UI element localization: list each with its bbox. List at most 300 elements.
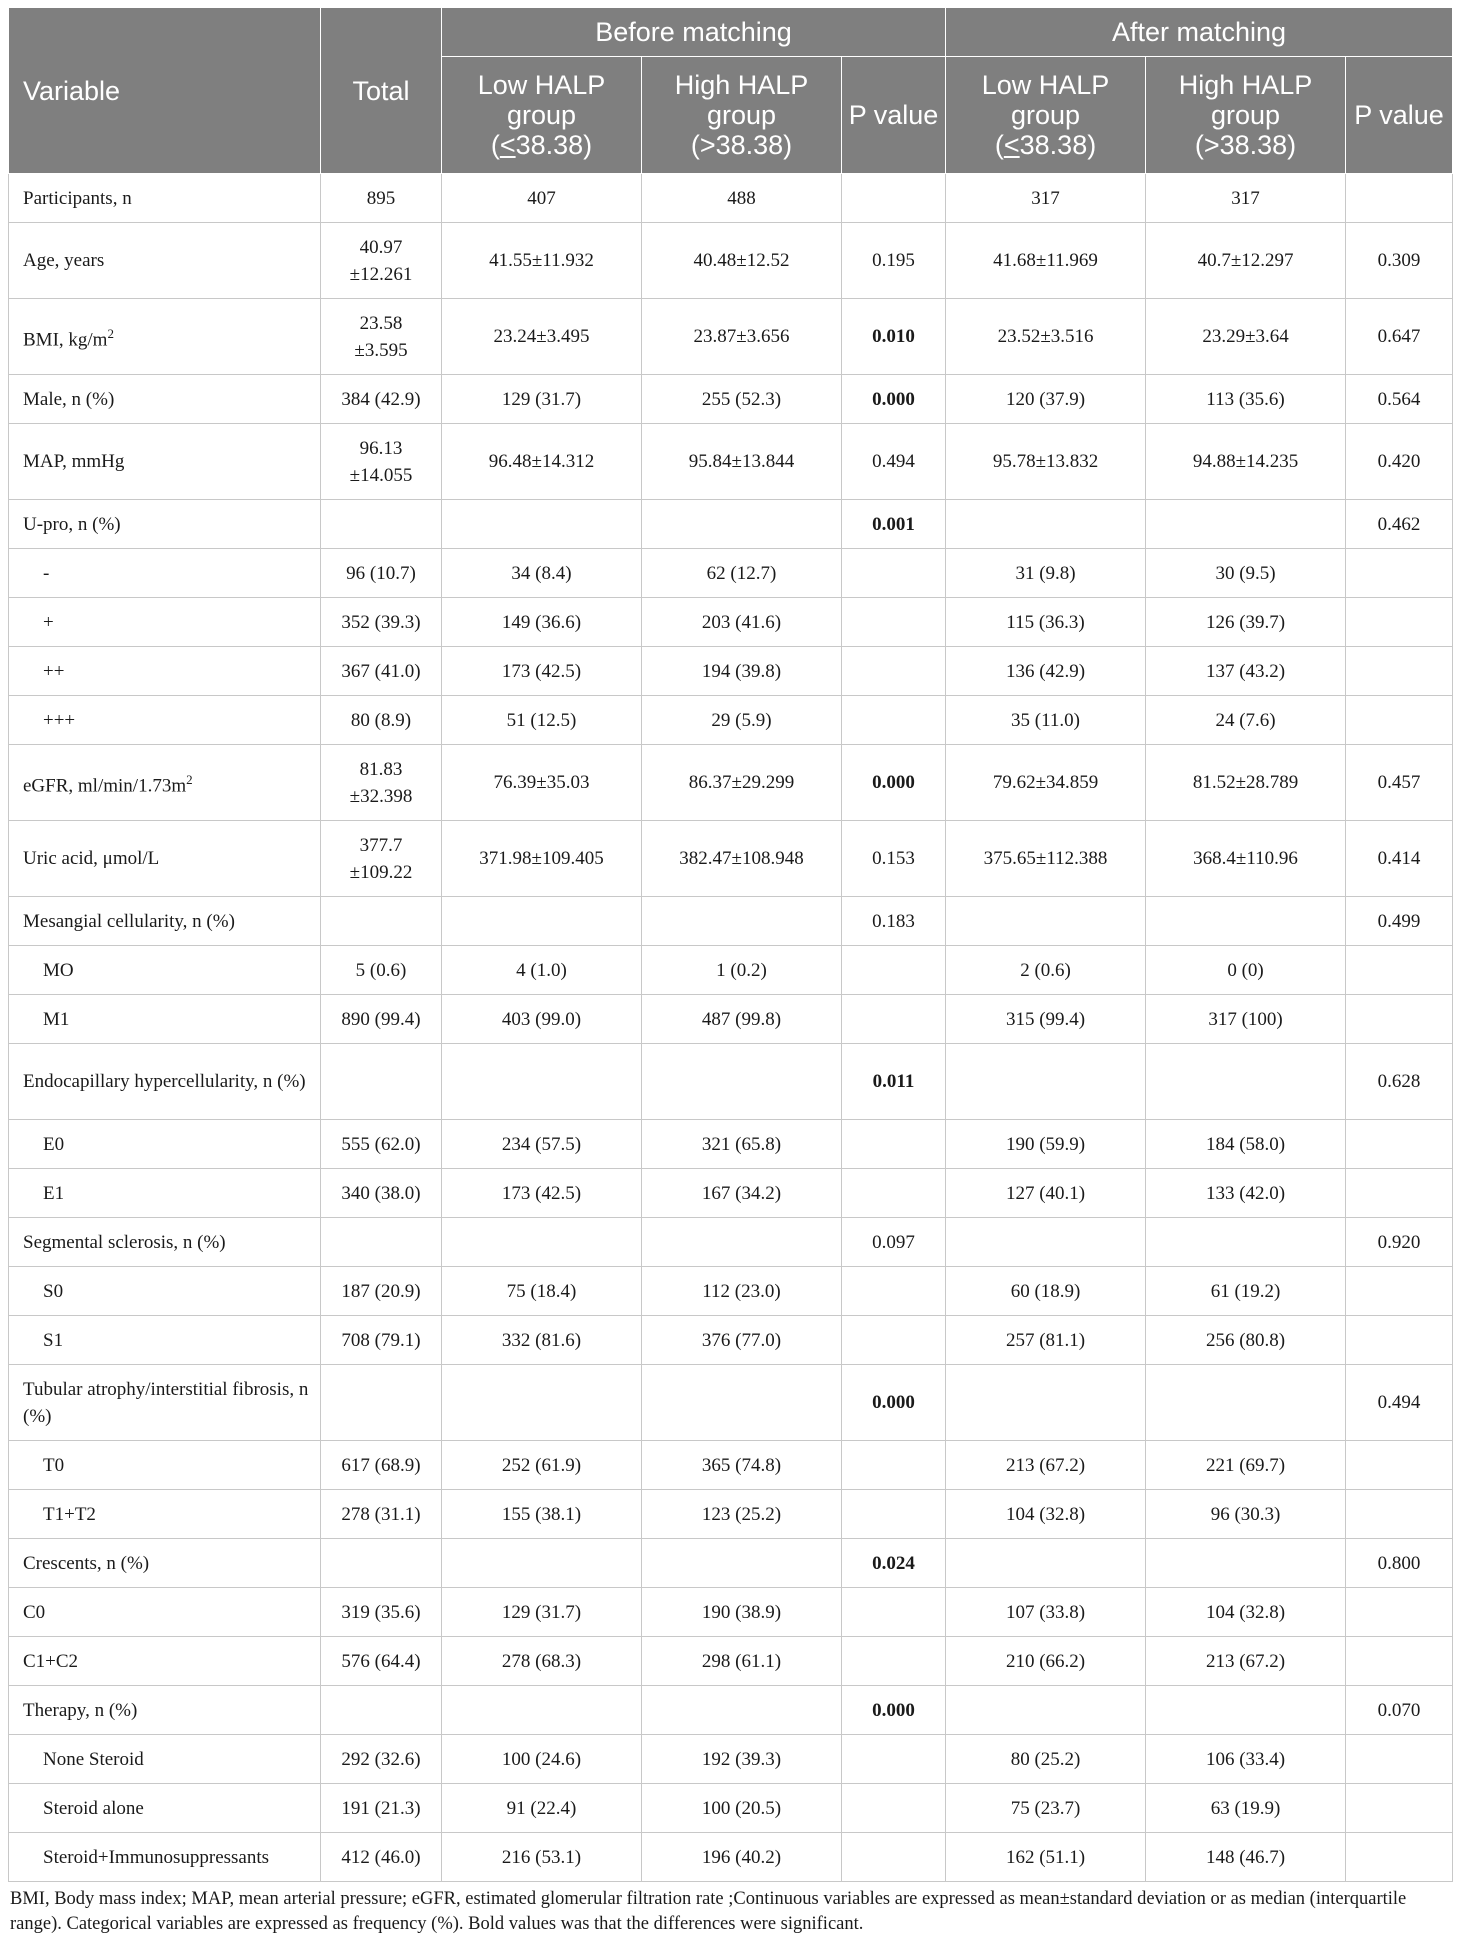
- before-low-cell: 149 (36.6): [442, 598, 642, 647]
- after-p-cell: [1346, 995, 1453, 1044]
- after-low-cell: 75 (23.7): [946, 1784, 1146, 1833]
- after-high-cell: 0 (0): [1146, 946, 1346, 995]
- variable-label-text: Male, n (%): [23, 388, 115, 410]
- before-p-cell: [842, 1441, 946, 1490]
- after-p-cell: 0.628: [1346, 1044, 1453, 1120]
- variable-label-text: Uric acid, μmol/L: [23, 848, 160, 869]
- after-high-cell: [1146, 1686, 1346, 1735]
- before-low-cell: 407: [442, 174, 642, 223]
- after-high-cell: 184 (58.0): [1146, 1120, 1346, 1169]
- after-high-cell: [1146, 897, 1346, 946]
- variable-label: [9, 424, 321, 500]
- after-low-cell: 136 (42.9): [946, 647, 1146, 696]
- after-p-cell: [1346, 1267, 1453, 1316]
- before-p-cell: 0.000: [842, 1365, 946, 1441]
- header-before-matching: Before matching: [442, 8, 946, 57]
- after-low-cell: 162 (51.1): [946, 1833, 1146, 1882]
- after-p-cell: 0.499: [1346, 897, 1453, 946]
- after-high-cell: 317 (100): [1146, 995, 1346, 1044]
- before-high-cell: 167 (34.2): [642, 1169, 842, 1218]
- after-p-cell: 0.414: [1346, 821, 1453, 897]
- low-group-open-paren: (: [490, 130, 500, 160]
- total-cell: [321, 1539, 442, 1588]
- before-low-cell: 23.24±3.495: [442, 299, 642, 375]
- after-p-cell: [1346, 1784, 1453, 1833]
- before-low-cell: 4 (1.0): [442, 946, 642, 995]
- variable-label-text: -: [43, 562, 50, 584]
- before-high-cell: [642, 1539, 842, 1588]
- after-high-cell: 94.88±14.235: [1146, 424, 1346, 500]
- after-p-cell: 0.920: [1346, 1218, 1453, 1267]
- table-header: [9, 8, 1453, 174]
- header-before-p-value: P value: [842, 57, 946, 174]
- total-cell: [321, 1686, 442, 1735]
- variable-label-superscript: 2: [186, 771, 193, 787]
- before-low-cell: 129 (31.7): [442, 375, 642, 424]
- variable-label-text: Endocapillary hypercellularity, n (%): [23, 1071, 306, 1092]
- before-low-cell: 403 (99.0): [442, 995, 642, 1044]
- low-group-lt: <: [499, 130, 516, 160]
- variable-label: [9, 174, 321, 223]
- after-high-cell: 104 (32.8): [1146, 1588, 1346, 1637]
- before-p-cell: 0.153: [842, 821, 946, 897]
- after-p-cell: [1346, 174, 1453, 223]
- before-p-cell: [842, 1588, 946, 1637]
- table-row: [9, 1539, 1453, 1588]
- after-p-cell: 0.647: [1346, 299, 1453, 375]
- header-after-p-value: P value: [1346, 57, 1453, 174]
- after-high-cell: 137 (43.2): [1146, 647, 1346, 696]
- before-high-cell: 203 (41.6): [642, 598, 842, 647]
- before-p-cell: 0.494: [842, 424, 946, 500]
- after-low-cell: 2 (0.6): [946, 946, 1146, 995]
- table-row: [9, 1267, 1453, 1316]
- before-high-cell: 1 (0.2): [642, 946, 842, 995]
- after-p-cell: 0.800: [1346, 1539, 1453, 1588]
- total-cell: 377.7 ±109.22: [321, 821, 442, 897]
- after-high-cell: 148 (46.7): [1146, 1833, 1346, 1882]
- before-p-cell: 0.011: [842, 1044, 946, 1120]
- after-high-cell: 317: [1146, 174, 1346, 223]
- after-p-cell: [1346, 696, 1453, 745]
- low-group-threshold: 38.38): [1019, 130, 1097, 160]
- before-high-cell: 376 (77.0): [642, 1316, 842, 1365]
- variable-label-text: MAP, mmHg: [23, 451, 125, 472]
- after-high-cell: [1146, 500, 1346, 549]
- low-group-threshold: 38.38): [515, 130, 593, 160]
- before-p-cell: [842, 1316, 946, 1365]
- total-cell: 5 (0.6): [321, 946, 442, 995]
- variable-label-text: E1: [43, 1182, 65, 1204]
- after-low-cell: 115 (36.3): [946, 598, 1146, 647]
- after-high-cell: [1146, 1539, 1346, 1588]
- before-low-cell: 76.39±35.03: [442, 745, 642, 821]
- after-low-cell: [946, 1044, 1146, 1120]
- after-high-cell: 96 (30.3): [1146, 1490, 1346, 1539]
- before-high-cell: 365 (74.8): [642, 1441, 842, 1490]
- variable-label: [9, 1120, 321, 1169]
- variable-label: [9, 1441, 321, 1490]
- before-p-cell: 0.183: [842, 897, 946, 946]
- table-row: [9, 1120, 1453, 1169]
- table-footnote: BMI, Body mass index; MAP, mean arterial pressure; eGFR, estimated glomerular filtration rate ;Continuous variables are expressed as mean±standard deviation or as median (interquartile range). Categorical variables are expressed as frequency (%). Bold values was that the differences were significant.: [10, 1889, 1407, 1934]
- before-low-cell: 173 (42.5): [442, 647, 642, 696]
- before-low-cell: [442, 500, 642, 549]
- after-p-cell: 0.564: [1346, 375, 1453, 424]
- variable-label: [9, 549, 321, 598]
- total-cell: 191 (21.3): [321, 1784, 442, 1833]
- before-high-cell: [642, 897, 842, 946]
- variable-label-text: None Steroid: [43, 1748, 144, 1770]
- table-row: [9, 1735, 1453, 1784]
- total-cell: 708 (79.1): [321, 1316, 442, 1365]
- table-row: [9, 1218, 1453, 1267]
- table-body: [9, 174, 1453, 1882]
- before-high-cell: 192 (39.3): [642, 1735, 842, 1784]
- before-high-cell: [642, 1365, 842, 1441]
- before-p-cell: [842, 1120, 946, 1169]
- before-low-cell: 51 (12.5): [442, 696, 642, 745]
- after-low-cell: 23.52±3.516: [946, 299, 1146, 375]
- variable-label: [9, 1686, 321, 1735]
- baseline-characteristics-table: [8, 8, 1453, 1882]
- after-low-cell: [946, 1539, 1146, 1588]
- before-low-cell: 332 (81.6): [442, 1316, 642, 1365]
- before-p-cell: [842, 1833, 946, 1882]
- before-high-cell: 123 (25.2): [642, 1490, 842, 1539]
- before-p-cell: [842, 598, 946, 647]
- header-after-high-group: [1146, 57, 1346, 174]
- variable-label-text: +++: [43, 709, 76, 731]
- after-p-cell: [1346, 946, 1453, 995]
- before-high-cell: 23.87±3.656: [642, 299, 842, 375]
- total-cell: 352 (39.3): [321, 598, 442, 647]
- after-p-cell: 0.494: [1346, 1365, 1453, 1441]
- variable-label: [9, 696, 321, 745]
- variable-label-text: Steroid alone: [43, 1797, 144, 1819]
- after-high-cell: 256 (80.8): [1146, 1316, 1346, 1365]
- header-after-matching: After matching: [946, 8, 1453, 57]
- total-cell: 292 (32.6): [321, 1735, 442, 1784]
- variable-label-text: C0: [23, 1601, 46, 1623]
- variable-label-text: Therapy, n (%): [23, 1699, 138, 1721]
- variable-label: [9, 821, 321, 897]
- table-row: [9, 174, 1453, 223]
- total-cell: 80 (8.9): [321, 696, 442, 745]
- high-group-title: High HALP group: [674, 70, 809, 130]
- variable-label: [9, 745, 321, 821]
- variable-label: [9, 1267, 321, 1316]
- after-p-cell: [1346, 1490, 1453, 1539]
- before-low-cell: 252 (61.9): [442, 1441, 642, 1490]
- total-cell: 367 (41.0): [321, 647, 442, 696]
- before-low-cell: 75 (18.4): [442, 1267, 642, 1316]
- after-high-cell: 368.4±110.96: [1146, 821, 1346, 897]
- variable-label: [9, 1784, 321, 1833]
- low-group-title: Low HALP group: [981, 70, 1110, 130]
- after-high-cell: [1146, 1044, 1346, 1120]
- after-p-cell: 0.457: [1346, 745, 1453, 821]
- variable-label-text: Steroid+Immunosuppressants: [43, 1846, 270, 1868]
- table-row: [9, 1784, 1453, 1833]
- before-high-cell: 298 (61.1): [642, 1637, 842, 1686]
- before-high-cell: 95.84±13.844: [642, 424, 842, 500]
- before-low-cell: 173 (42.5): [442, 1169, 642, 1218]
- high-group-threshold: (>38.38): [690, 130, 793, 160]
- before-low-cell: [442, 1539, 642, 1588]
- variable-label-superscript: 2: [107, 325, 114, 341]
- low-group-title: Low HALP group: [477, 70, 606, 130]
- table-row: [9, 995, 1453, 1044]
- after-p-cell: [1346, 1169, 1453, 1218]
- header-after-low-group: [946, 57, 1146, 174]
- table-row: [9, 500, 1453, 549]
- after-low-cell: 31 (9.8): [946, 549, 1146, 598]
- table-row: [9, 1686, 1453, 1735]
- variable-label: [9, 598, 321, 647]
- variable-label: [9, 375, 321, 424]
- table-row: [9, 299, 1453, 375]
- after-low-cell: 213 (67.2): [946, 1441, 1146, 1490]
- after-low-cell: 41.68±11.969: [946, 223, 1146, 299]
- variable-label: [9, 1044, 321, 1120]
- table-row: [9, 1316, 1453, 1365]
- after-low-cell: 375.65±112.388: [946, 821, 1146, 897]
- variable-label: [9, 1735, 321, 1784]
- before-high-cell: 488: [642, 174, 842, 223]
- variable-label-text: Segmental sclerosis, n (%): [23, 1231, 226, 1253]
- after-p-cell: 0.462: [1346, 500, 1453, 549]
- before-low-cell: 41.55±11.932: [442, 223, 642, 299]
- after-p-cell: [1346, 549, 1453, 598]
- after-low-cell: 257 (81.1): [946, 1316, 1146, 1365]
- variable-label: [9, 995, 321, 1044]
- variable-label: [9, 1833, 321, 1882]
- after-high-cell: 113 (35.6): [1146, 375, 1346, 424]
- table-row: [9, 424, 1453, 500]
- total-cell: [321, 1218, 442, 1267]
- before-low-cell: [442, 1044, 642, 1120]
- after-low-cell: 80 (25.2): [946, 1735, 1146, 1784]
- after-high-cell: [1146, 1218, 1346, 1267]
- table-row: [9, 1833, 1453, 1882]
- before-high-cell: 40.48±12.52: [642, 223, 842, 299]
- variable-label-text: +: [43, 611, 54, 633]
- table-row: [9, 696, 1453, 745]
- variable-label: [9, 1637, 321, 1686]
- after-p-cell: [1346, 1120, 1453, 1169]
- total-cell: 40.97 ±12.261: [321, 223, 442, 299]
- after-low-cell: 315 (99.4): [946, 995, 1146, 1044]
- after-p-cell: [1346, 1637, 1453, 1686]
- total-cell: [321, 500, 442, 549]
- variable-label: [9, 897, 321, 946]
- variable-label: [9, 946, 321, 995]
- before-high-cell: [642, 500, 842, 549]
- before-low-cell: 91 (22.4): [442, 1784, 642, 1833]
- variable-label: [9, 1316, 321, 1365]
- variable-label: [9, 1218, 321, 1267]
- before-p-cell: [842, 946, 946, 995]
- variable-label: [9, 1588, 321, 1637]
- header-total: Total: [321, 8, 442, 174]
- after-low-cell: 35 (11.0): [946, 696, 1146, 745]
- after-high-cell: 221 (69.7): [1146, 1441, 1346, 1490]
- before-p-cell: [842, 1784, 946, 1833]
- after-high-cell: 61 (19.2): [1146, 1267, 1346, 1316]
- after-p-cell: [1346, 1316, 1453, 1365]
- total-cell: 187 (20.9): [321, 1267, 442, 1316]
- after-low-cell: 190 (59.9): [946, 1120, 1146, 1169]
- after-low-cell: 60 (18.9): [946, 1267, 1146, 1316]
- before-p-cell: 0.097: [842, 1218, 946, 1267]
- variable-label-text: T0: [43, 1454, 65, 1476]
- variable-label-text: E0: [43, 1133, 65, 1155]
- after-high-cell: 63 (19.9): [1146, 1784, 1346, 1833]
- before-p-cell: [842, 549, 946, 598]
- before-high-cell: 86.37±29.299: [642, 745, 842, 821]
- before-p-cell: 0.000: [842, 1686, 946, 1735]
- before-p-cell: 0.000: [842, 375, 946, 424]
- before-p-cell: 0.001: [842, 500, 946, 549]
- variable-label-text: Age, years: [23, 250, 105, 271]
- before-high-cell: 62 (12.7): [642, 549, 842, 598]
- total-cell: [321, 1044, 442, 1120]
- after-p-cell: 0.420: [1346, 424, 1453, 500]
- total-cell: 96.13 ±14.055: [321, 424, 442, 500]
- after-low-cell: 127 (40.1): [946, 1169, 1146, 1218]
- before-p-cell: [842, 647, 946, 696]
- before-p-cell: [842, 1637, 946, 1686]
- after-low-cell: [946, 500, 1146, 549]
- total-cell: 412 (46.0): [321, 1833, 442, 1882]
- variable-label-text: Participants, n: [23, 187, 132, 209]
- after-low-cell: 107 (33.8): [946, 1588, 1146, 1637]
- total-cell: 617 (68.9): [321, 1441, 442, 1490]
- before-low-cell: 278 (68.3): [442, 1637, 642, 1686]
- before-p-cell: [842, 1169, 946, 1218]
- variable-label: [9, 299, 321, 375]
- high-group-title: High HALP group: [1178, 70, 1313, 130]
- before-low-cell: [442, 897, 642, 946]
- after-low-cell: 95.78±13.832: [946, 424, 1146, 500]
- before-low-cell: 234 (57.5): [442, 1120, 642, 1169]
- before-p-cell: [842, 995, 946, 1044]
- high-group-threshold: (>38.38): [1194, 130, 1297, 160]
- before-p-cell: 0.010: [842, 299, 946, 375]
- total-cell: 555 (62.0): [321, 1120, 442, 1169]
- table-row: [9, 1441, 1453, 1490]
- before-low-cell: 96.48±14.312: [442, 424, 642, 500]
- header-variable: Variable: [9, 8, 321, 174]
- table-row: [9, 745, 1453, 821]
- before-low-cell: 129 (31.7): [442, 1588, 642, 1637]
- before-high-cell: [642, 1686, 842, 1735]
- after-low-cell: [946, 897, 1146, 946]
- after-p-cell: [1346, 598, 1453, 647]
- total-cell: 278 (31.1): [321, 1490, 442, 1539]
- after-low-cell: [946, 1686, 1146, 1735]
- total-cell: [321, 897, 442, 946]
- variable-label-text: Tubular atrophy/interstitial fibrosis, n (%): [23, 1378, 309, 1427]
- before-p-cell: 0.024: [842, 1539, 946, 1588]
- variable-label: [9, 500, 321, 549]
- after-high-cell: 106 (33.4): [1146, 1735, 1346, 1784]
- before-high-cell: 382.47±108.948: [642, 821, 842, 897]
- variable-label-text: S0: [43, 1280, 64, 1302]
- before-high-cell: 100 (20.5): [642, 1784, 842, 1833]
- after-p-cell: [1346, 1588, 1453, 1637]
- before-high-cell: 112 (23.0): [642, 1267, 842, 1316]
- total-cell: 890 (99.4): [321, 995, 442, 1044]
- before-low-cell: 34 (8.4): [442, 549, 642, 598]
- total-cell: 81.83 ±32.398: [321, 745, 442, 821]
- before-high-cell: 190 (38.9): [642, 1588, 842, 1637]
- variable-label-text: Crescents, n (%): [23, 1552, 150, 1574]
- before-high-cell: [642, 1218, 842, 1267]
- total-cell: 23.58 ±3.595: [321, 299, 442, 375]
- after-high-cell: 213 (67.2): [1146, 1637, 1346, 1686]
- variable-label-text: MO: [43, 959, 74, 981]
- before-p-cell: [842, 1267, 946, 1316]
- before-high-cell: 196 (40.2): [642, 1833, 842, 1882]
- after-low-cell: [946, 1218, 1146, 1267]
- variable-label: [9, 1169, 321, 1218]
- after-high-cell: 30 (9.5): [1146, 549, 1346, 598]
- after-high-cell: 81.52±28.789: [1146, 745, 1346, 821]
- after-low-cell: 317: [946, 174, 1146, 223]
- variable-label-text: C1+C2: [23, 1650, 79, 1672]
- total-cell: [321, 1365, 442, 1441]
- after-low-cell: 210 (66.2): [946, 1637, 1146, 1686]
- variable-label-text: BMI, kg/m: [23, 329, 108, 351]
- table-row: [9, 549, 1453, 598]
- variable-label: [9, 1365, 321, 1441]
- variable-label-text: eGFR, ml/min/1.73m: [23, 775, 187, 797]
- table-row: [9, 821, 1453, 897]
- table-row: [9, 223, 1453, 299]
- before-low-cell: 155 (38.1): [442, 1490, 642, 1539]
- variable-label-text: U-pro, n (%): [23, 513, 121, 535]
- variable-label: [9, 223, 321, 299]
- total-cell: 340 (38.0): [321, 1169, 442, 1218]
- total-cell: 384 (42.9): [321, 375, 442, 424]
- before-low-cell: 371.98±109.405: [442, 821, 642, 897]
- total-cell: 576 (64.4): [321, 1637, 442, 1686]
- table-row: [9, 1044, 1453, 1120]
- after-high-cell: 23.29±3.64: [1146, 299, 1346, 375]
- before-high-cell: 194 (39.8): [642, 647, 842, 696]
- after-high-cell: 40.7±12.297: [1146, 223, 1346, 299]
- variable-label-text: Mesangial cellularity, n (%): [23, 910, 235, 932]
- before-low-cell: [442, 1365, 642, 1441]
- after-p-cell: [1346, 647, 1453, 696]
- after-p-cell: [1346, 1441, 1453, 1490]
- variable-label-text: ++: [43, 660, 65, 682]
- before-high-cell: [642, 1044, 842, 1120]
- after-p-cell: 0.309: [1346, 223, 1453, 299]
- header-before-high-group: [642, 57, 842, 174]
- variable-label-text: S1: [43, 1329, 64, 1351]
- table-row: [9, 946, 1453, 995]
- variable-label: [9, 1539, 321, 1588]
- before-p-cell: 0.195: [842, 223, 946, 299]
- after-p-cell: 0.070: [1346, 1686, 1453, 1735]
- after-high-cell: 24 (7.6): [1146, 696, 1346, 745]
- before-high-cell: 255 (52.3): [642, 375, 842, 424]
- before-low-cell: 216 (53.1): [442, 1833, 642, 1882]
- total-cell: 319 (35.6): [321, 1588, 442, 1637]
